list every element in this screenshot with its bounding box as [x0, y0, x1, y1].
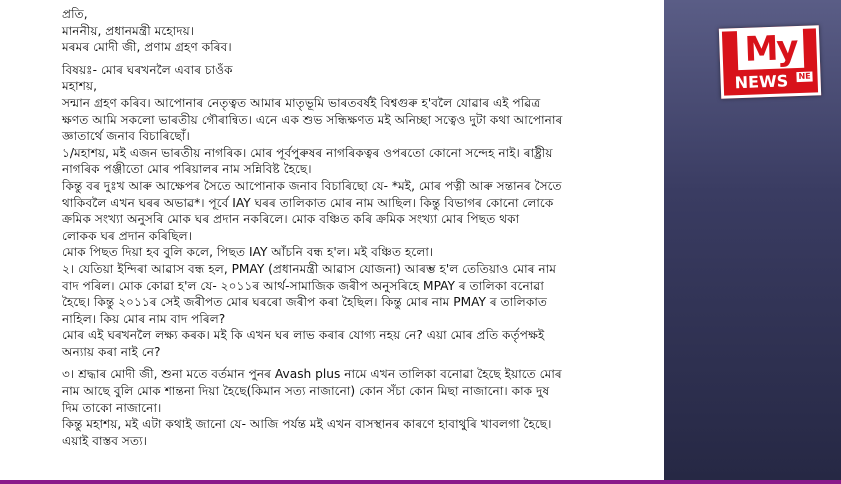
body-line: লোকক ঘৰ প্ৰদান কৰিছিল। [62, 228, 193, 243]
body-line: সন্মান গ্ৰহণ কৰিব। আপোনাৰ নেতৃত্বত আমাৰ মাতৃভূমি ভাৰতবৰ্ষই বিশ্বগুৰু হ'বলৈ যোৱাৰ এই পৱিত্ৰ [62, 95, 541, 110]
body-line: ক্ষণত আমি সকলো ভাৰতীয় গৌৰান্বিত। এনে এক শুভ সন্ধিক্ষণত মই অনিচ্ছা সত্বেও দুটা কথা আপোনাৰ [62, 112, 563, 127]
body-line: ৩। শ্ৰদ্ধাৰ মোদী জী, শুনা মতে বৰ্তমান পুনৰ Avash plus নামে এখন তালিকা বনোৱা হৈছে ইয়াতে মোৰ [62, 367, 562, 382]
body-line: কিন্তু বৰ দুঃখ আৰু আক্ষেপৰ সৈতে আপোনাক জনাব বিচাৰিছো যে- *মই, মোৰ পত্নী আৰু সন্তানৰ সৈতে [62, 178, 562, 193]
body-line: নাগৰিক পঞ্জীতো মোৰ পৰিয়ালৰ নাম সন্নিবিষ্ট হৈছে। [62, 162, 312, 177]
salutation-to: প্ৰতি, [62, 7, 88, 21]
body-line: অন্যায় কৰা নাই নে? [62, 344, 161, 359]
greeting: মৰমৰ মোদী জী, প্ৰণাম গ্ৰহণ কৰিব। [62, 40, 232, 55]
body-line: কিন্তু মহাশয়, মই এটা কথাই জানো যে- আজি পৰ্যন্ত মই এখন বাসস্থানৰ কাৰণে হাবাথুৰি খাবলগা হৈছে। [62, 417, 552, 432]
body-line: ২। যেতিয়া ইন্দিৰা আৱাস বন্ধ হল, PMAY (প্ৰধানমন্ত্ৰী আৱাস যোজনা) আৰম্ভ হ'ল তেতিয়াও মোৰ নাম [62, 261, 557, 276]
body-line: থাকিবলৈ এখন ঘৰৰ অভাৱ*। পূৰ্বে IAY ঘৰৰ তালিকাত মোৰ নাম আছিল। কিন্তু বিভাগৰ কোনো লোকে [62, 195, 554, 210]
mynews-logo [719, 25, 821, 98]
body-line: নাম আছে বুলি মোক শান্তনা দিয়া হৈছে(কিমান সত্য নাজানো) কোন সঁচা কোন মিছা নাজানো। কাক দুষ [62, 384, 550, 399]
body-line: মোক পিছত দিয়া হব বুলি কলে, পিছত IAY আঁচনি বন্ধ হ'ল। মই বঞ্চিত হলো। [62, 245, 434, 260]
bottom-accent-bar [0, 480, 841, 484]
body-line: জ্ঞাতাৰ্থে জনাব বিচাৰিছোঁ। [62, 129, 190, 144]
body-line: নাহিল। কিয় মোৰ নাম বাদ পৰিল? [62, 311, 226, 326]
body-line: বাদ পৰিল। মোক কোৱা হ'ল যে- ২০১১ৰ আৰ্থ-সামাজিক জৰীপ অনুসৰিহে MPAY ৰ তালিকা বনোৱা [62, 278, 544, 293]
body-line: এয়াই বাস্তব সত্য। [62, 433, 148, 448]
body-line: ক্ৰমিক সংখ্যা অনুসৰি মোক ঘৰ প্ৰদান নকৰিলে। মোক বঞ্চিত কৰি ক্ৰমিক সংখ্যা মোৰ পিছত থকা [62, 212, 520, 227]
logo-news-text: NEWS [734, 71, 789, 93]
address: মহাশয়, [62, 79, 97, 94]
body-line: ১/মহাশয়, মই এজন ভাৰতীয় নাগৰিক। মোৰ পূৰ্বপুৰুষৰ নাগৰিকত্বৰ ওপৰতো কোনো সন্দেহ নাই। ৰাষ্ট্ৰীয় [62, 145, 553, 160]
subject: বিষয়ঃ- মোৰ ঘৰখনলৈ এবাৰ চাওঁক [62, 62, 233, 77]
body-line: হৈছে। কিন্তু ২০১১ৰ সেই জৰীপত মোৰ ঘৰৰো জৰীপ কৰা হৈছিল। কিন্তু মোৰ নাম PMAY ৰ তালিকাত [62, 295, 548, 310]
body-line: মোৰ এই ঘৰখনলৈ লক্ষ্য কৰক। মই কি এখন ঘৰ লাভ কৰাৰ যোগ্য নহয় নে? এয়া মোৰ প্ৰতি কৰ্তৃপক্ষই [62, 328, 545, 343]
logo-my-text: My [737, 28, 804, 70]
logo-ne-badge: NE [796, 72, 813, 83]
recipient: মাননীয়, প্ৰধানমন্ত্ৰী মহোদয়। [62, 23, 195, 38]
body-line: দিম তাকো নাজানো। [62, 400, 162, 415]
